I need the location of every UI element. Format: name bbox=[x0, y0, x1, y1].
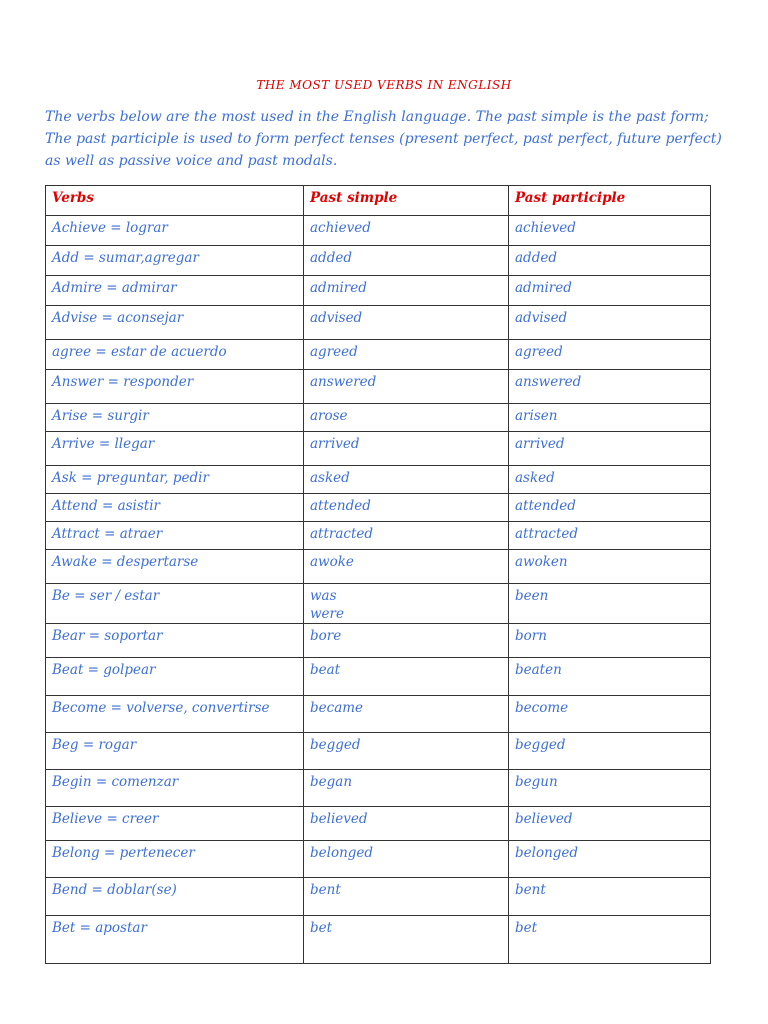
table-row bbox=[46, 432, 711, 466]
table-row bbox=[46, 807, 711, 841]
past-participle-cell: attracted bbox=[509, 522, 711, 550]
verb-cell: Achieve = lograr bbox=[46, 216, 304, 246]
verb-cell: Answer = responder bbox=[46, 370, 304, 404]
intro-paragraph: The verbs below are the most used in the English language. The past simple is the past form; The past participle is used to form perfect tenses (present perfect, past perfect, future perfect) as well as passive voice and past modals. bbox=[45, 109, 722, 169]
verbs-table bbox=[45, 185, 711, 964]
document-title: THE MOST USED VERBS IN ENGLISH bbox=[256, 78, 512, 92]
verb-cell: agree = estar de acuerdo bbox=[46, 340, 304, 370]
table-header-row bbox=[46, 186, 711, 216]
verb-cell: Attract = atraer bbox=[46, 522, 304, 550]
past-participle-cell: asked bbox=[509, 466, 711, 494]
past-participle-cell: achieved bbox=[509, 216, 711, 246]
past-participle-cell: bet bbox=[509, 916, 711, 964]
past-participle-cell: bent bbox=[509, 878, 711, 916]
past-participle-cell: belonged bbox=[509, 841, 711, 878]
past-participle-cell: arisen bbox=[509, 404, 711, 432]
table-row bbox=[46, 522, 711, 550]
past-participle-cell: agreed bbox=[509, 340, 711, 370]
past-simple-cell: added bbox=[304, 246, 509, 276]
past-participle-cell: advised bbox=[509, 306, 711, 340]
verb-cell: Awake = despertarse bbox=[46, 550, 304, 584]
verb-cell: Add = sumar,agregar bbox=[46, 246, 304, 276]
table-row bbox=[46, 916, 711, 964]
verb-cell: Bet = apostar bbox=[46, 916, 304, 964]
past-simple-cell: became bbox=[304, 696, 509, 733]
past-simple-cell: belonged bbox=[304, 841, 509, 878]
verb-cell: Beat = golpear bbox=[46, 658, 304, 696]
past-participle-cell: arrived bbox=[509, 432, 711, 466]
past-participle-cell: awoken bbox=[509, 550, 711, 584]
header-past-participle: Past participle bbox=[509, 186, 711, 216]
past-simple-cell: beat bbox=[304, 658, 509, 696]
header-past-simple: Past simple bbox=[304, 186, 509, 216]
table-row bbox=[46, 494, 711, 522]
past-participle-cell: begged bbox=[509, 733, 711, 770]
past-simple-cell: achieved bbox=[304, 216, 509, 246]
verb-cell: Believe = creer bbox=[46, 807, 304, 841]
verb-cell: Begin = comenzar bbox=[46, 770, 304, 807]
table-row bbox=[46, 340, 711, 370]
table-row bbox=[46, 306, 711, 340]
past-simple-cell: awoke bbox=[304, 550, 509, 584]
verb-cell: Become = volverse, convertirse bbox=[46, 696, 304, 733]
past-simple-cell: attended bbox=[304, 494, 509, 522]
past-simple-cell: attracted bbox=[304, 522, 509, 550]
past-participle-cell: beaten bbox=[509, 658, 711, 696]
verb-cell: Arise = surgir bbox=[46, 404, 304, 432]
past-participle-cell: begun bbox=[509, 770, 711, 807]
past-participle-cell: admired bbox=[509, 276, 711, 306]
table-row bbox=[46, 276, 711, 306]
past-simple-cell: bent bbox=[304, 878, 509, 916]
header-verbs: Verbs bbox=[46, 186, 304, 216]
table-row bbox=[46, 658, 711, 696]
past-simple-cell: asked bbox=[304, 466, 509, 494]
past-simple-cell: arrived bbox=[304, 432, 509, 466]
past-participle-cell: attended bbox=[509, 494, 711, 522]
past-simple-cell: advised bbox=[304, 306, 509, 340]
table-row bbox=[46, 841, 711, 878]
past-participle-cell: born bbox=[509, 624, 711, 658]
past-simple-cell: believed bbox=[304, 807, 509, 841]
past-simple-cell: bet bbox=[304, 916, 509, 964]
verb-cell: Ask = preguntar, pedir bbox=[46, 466, 304, 494]
table-row bbox=[46, 370, 711, 404]
table-row bbox=[46, 246, 711, 276]
table-row bbox=[46, 466, 711, 494]
past-simple-cell: was were bbox=[304, 584, 509, 624]
table-row bbox=[46, 584, 711, 624]
table-body bbox=[46, 216, 711, 964]
past-simple-cell: arose bbox=[304, 404, 509, 432]
past-participle-cell: been bbox=[509, 584, 711, 624]
table-row bbox=[46, 696, 711, 733]
table-row bbox=[46, 770, 711, 807]
past-simple-cell: agreed bbox=[304, 340, 509, 370]
past-participle-cell: answered bbox=[509, 370, 711, 404]
verb-cell: Be = ser / estar bbox=[46, 584, 304, 624]
past-participle-cell: become bbox=[509, 696, 711, 733]
table-row bbox=[46, 878, 711, 916]
table-row bbox=[46, 550, 711, 584]
table-row bbox=[46, 624, 711, 658]
past-simple-cell: began bbox=[304, 770, 509, 807]
verb-cell: Arrive = llegar bbox=[46, 432, 304, 466]
verb-cell: Bear = soportar bbox=[46, 624, 304, 658]
verb-cell: Beg = rogar bbox=[46, 733, 304, 770]
past-participle-cell: believed bbox=[509, 807, 711, 841]
verb-cell: Admire = admirar bbox=[46, 276, 304, 306]
verb-cell: Advise = aconsejar bbox=[46, 306, 304, 340]
table-row bbox=[46, 216, 711, 246]
verb-cell: Belong = pertenecer bbox=[46, 841, 304, 878]
past-participle-cell: added bbox=[509, 246, 711, 276]
past-simple-cell: begged bbox=[304, 733, 509, 770]
past-simple-cell: admired bbox=[304, 276, 509, 306]
past-simple-cell: bore bbox=[304, 624, 509, 658]
table-row bbox=[46, 733, 711, 770]
table-row bbox=[46, 404, 711, 432]
past-simple-cell: answered bbox=[304, 370, 509, 404]
verb-cell: Attend = asistir bbox=[46, 494, 304, 522]
verb-cell: Bend = doblar(se) bbox=[46, 878, 304, 916]
